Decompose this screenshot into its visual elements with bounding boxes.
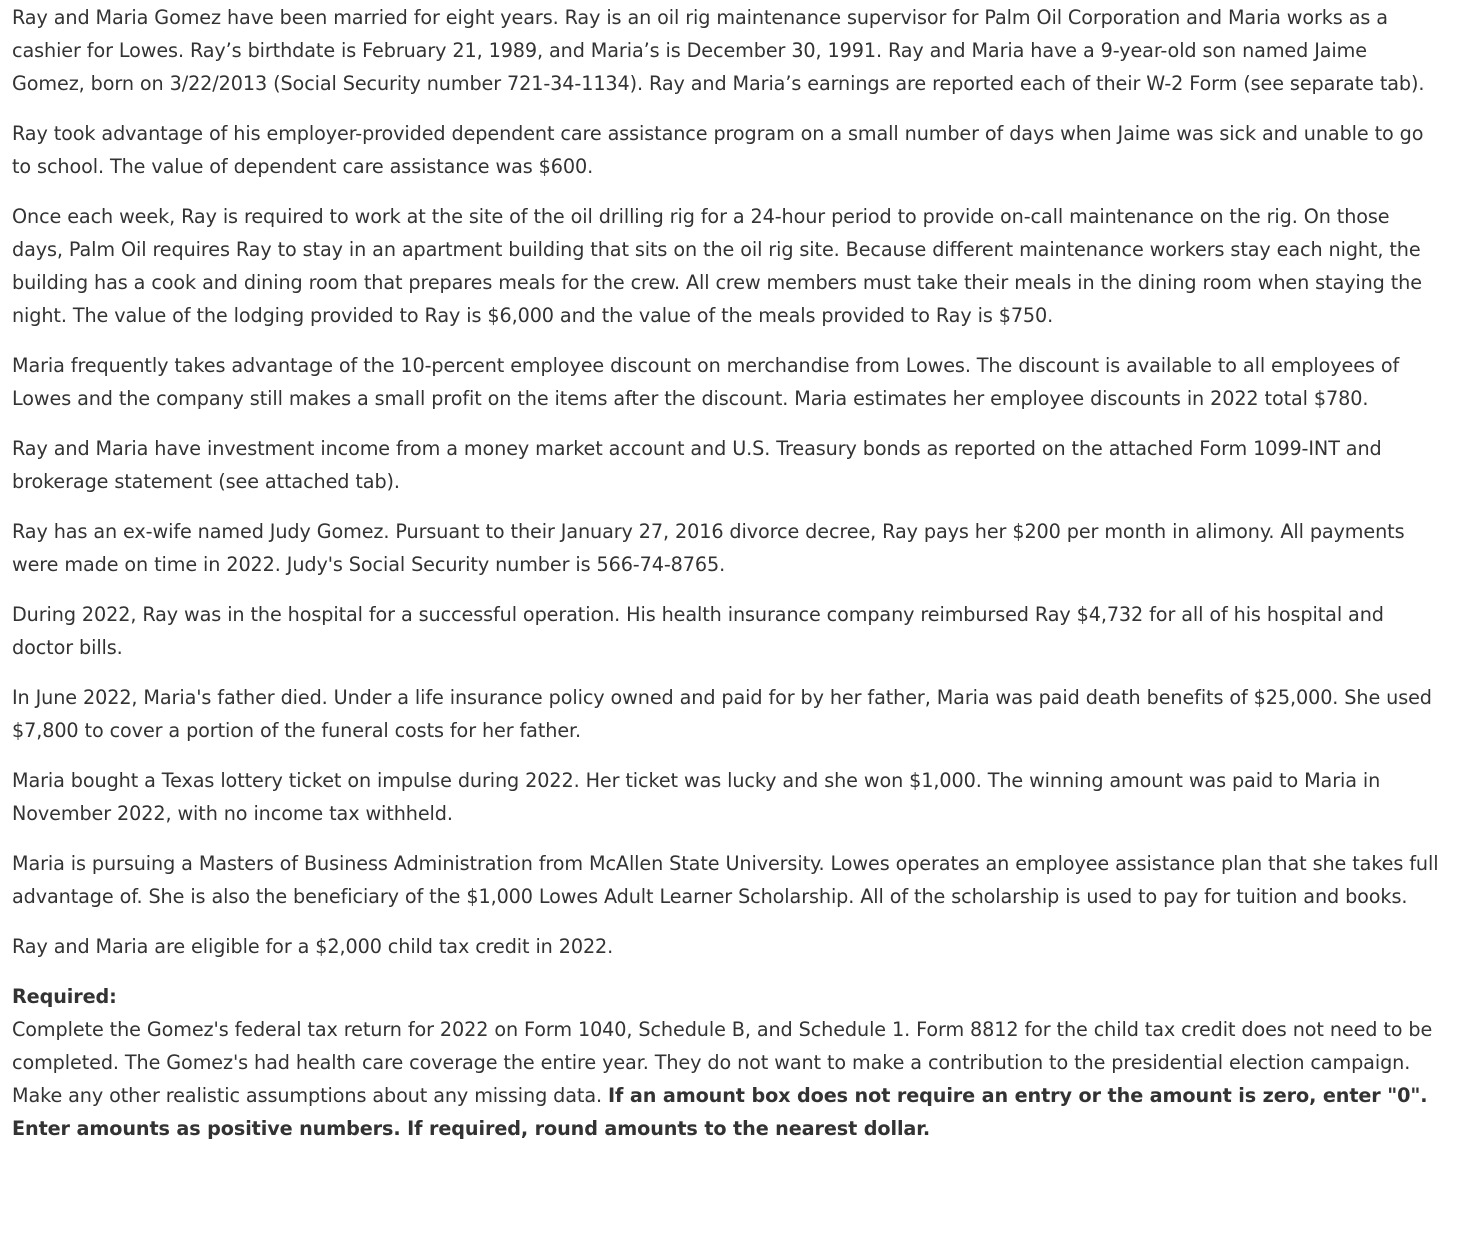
- paragraph-life-insurance: In June 2022, Maria's father died. Under a life insurance policy owned and paid for by her father, Maria was paid death benefits of $25,000. She used $7,800 to cover a portion of the funeral costs for her father.: [12, 686, 1432, 742]
- paragraph-education: Maria is pursuing a Masters of Business Administration from McAllen State University. Lowes operates an employee assistance plan that she takes full advantage of. She is also the beneficiary of the $1,000 Lowes Adult Learner Scholarship. All of the scholarship is used to pay for tuition and books.: [12, 852, 1439, 908]
- paragraph-hospital: During 2022, Ray was in the hospital for a successful operation. His health insurance company reimbursed Ray $4,732 for all of his hospital and doctor bills.: [12, 603, 1384, 659]
- required-text: Complete the Gomez's federal tax return for 2022 on Form 1040, Schedule B, and Schedule 1. Form 8812 for the child tax credit does not need to be completed. The Gomez's had health care coverage the entire year. They do not want to make a contribution to the presidential election campaign. Make any other realistic assumptions about any missing data.: [12, 1018, 1433, 1107]
- problem-statement: [12, 0, 1442, 1145]
- paragraph-child-tax-credit: Ray and Maria are eligible for a $2,000 child tax credit in 2022.: [12, 935, 614, 958]
- paragraph-dependent-care: Ray took advantage of his employer-provided dependent care assistance program on a small number of days when Jaime was sick and unable to go to school. The value of dependent care assistance was $600.: [12, 122, 1424, 178]
- paragraph-lodging-meals: Once each week, Ray is required to work at the site of the oil drilling rig for a 24-hour period to provide on-call maintenance on the rig. On those days, Palm Oil requires Ray to stay in an apartment building that sits on the oil rig site. Because different maintenance workers stay each night, the building has a cook and dining room that prepares meals for the crew. All crew members must take their meals in the dining room when staying the night. The value of the lodging provided to Ray is $6,000 and the value of the meals provided to Ray is $750.: [12, 205, 1422, 327]
- paragraph-alimony: Ray has an ex-wife named Judy Gomez. Pursuant to their January 27, 2016 divorce decree, Ray pays her $200 per month in alimony. All payments were made on time in 2022. Judy's Social Security number is 566-74-8765.: [12, 520, 1405, 576]
- required-bold-instructions: If an amount box does not require an entry or the amount is zero, enter "0". Enter amounts as positive numbers. If required, round amounts to the nearest dollar.: [12, 1084, 1428, 1140]
- paragraph-investment-income: Ray and Maria have investment income from a money market account and U.S. Treasury bonds as reported on the attached Form 1099-INT and brokerage statement (see attached tab).: [12, 437, 1382, 493]
- required-heading: Required:: [12, 985, 117, 1008]
- paragraph-employee-discount: Maria frequently takes advantage of the 10-percent employee discount on merchandise from Lowes. The discount is available to all employees of Lowes and the company still makes a small profit on the items after the discount. Maria estimates her employee discounts in 2022 total $780.: [12, 354, 1400, 410]
- required-section: [12, 980, 1442, 1145]
- paragraph-family-background: Ray and Maria Gomez have been married for eight years. Ray is an oil rig maintenance supervisor for Palm Oil Corporation and Maria works as a cashier for Lowes. Ray’s birthdate is February 21, 1989, and Maria’s is December 30, 1991. Ray and Maria have a 9-year-old son named Jaime Gomez, born on 3/22/2013 (Social Security number 721-34-1134). Ray and Maria’s earnings are reported each of their W-2 Form (see separate tab).: [12, 6, 1425, 95]
- paragraph-lottery: Maria bought a Texas lottery ticket on impulse during 2022. Her ticket was lucky and she won $1,000. The winning amount was paid to Maria in November 2022, with no income tax withheld.: [12, 769, 1381, 825]
- required-instructions: [12, 1013, 1442, 1145]
